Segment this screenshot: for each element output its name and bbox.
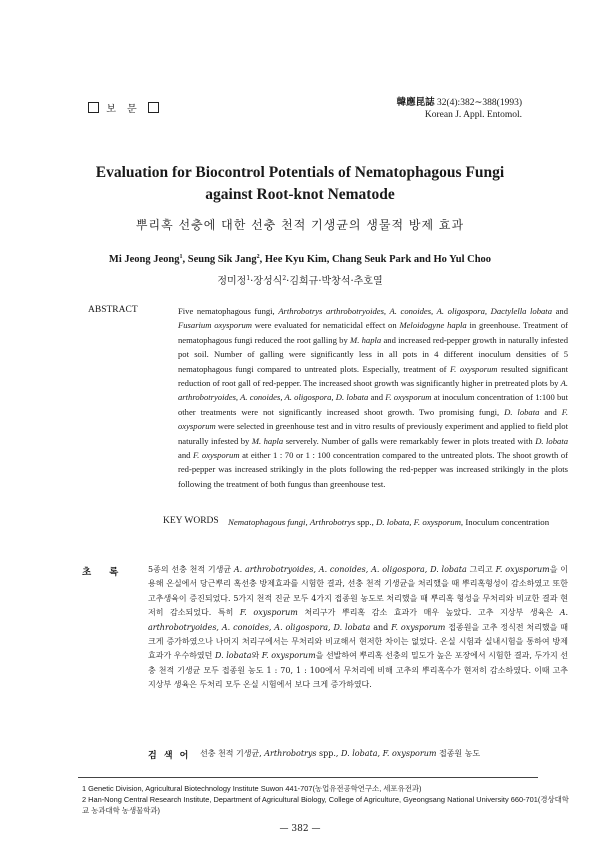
section-label-text: 보 문 (106, 104, 141, 115)
abstract-text: at either 1 : 70 or 1 : 100 concentration compared to the untreated plots. The shoot growth of red-pepper was increased strikingly in the plots following the red-pepper was increased strikingly in the plots following the treatment of both fungus than greenhouse test. (178, 450, 568, 489)
author-ko-1: 정미정 (217, 276, 247, 287)
abstract-text: and (552, 306, 569, 316)
author-list-korean (60, 272, 540, 287)
keywords-list (228, 516, 568, 530)
keyword: Nematophagous fungi (228, 517, 306, 527)
abstract-body (178, 304, 568, 491)
abstract-text: serverely. Number of galls were remarkably fewer in plots treated with (283, 435, 536, 446)
korean-keyword: spp., (316, 749, 342, 758)
korean-keywords-label: 검 색 어 (148, 751, 191, 761)
keyword-separator: spp., (355, 517, 377, 527)
title-line-1: Evaluation for Biocontrol Potentials of Nematophagous Fungi (95, 164, 505, 181)
keyword: Arthrobotrys (309, 517, 356, 527)
title-line-2: against Root-knot Nematode (205, 186, 395, 203)
author-others: , Hee Kyu Kim, Chang Seuk Park and Ho Yul Choo (259, 254, 492, 265)
citation-volume: 32(4):382∼388(1993) (434, 98, 522, 108)
korean-title: 뿌리혹 선충에 대한 선충 천적 기생균의 생물적 방제 효과 (135, 218, 465, 232)
keyword: , Inoculum concentration (460, 517, 550, 527)
affiliation-mark-1: 1 (179, 254, 183, 260)
journal-citation (397, 97, 522, 121)
species-name: A. arthrobotryoides, A. conoides, A. oligospora, D. lobata (233, 565, 467, 574)
paper-title (60, 162, 540, 206)
species-name: F. oxysporum (495, 565, 550, 574)
species-name: F. oxysporum (239, 608, 298, 618)
affiliation-mark-ko-1: 1 (246, 275, 251, 282)
author-1: Mi Jeong Jeong (108, 254, 180, 265)
species-name: M. hapla (350, 334, 382, 345)
abstract-text: were selected in greenhouse test and in vitro results of previously experiment and applied to field plot naturally infested by (178, 421, 568, 446)
korean-text: 을 선발하여 뿌리혹 선충의 밀도가 높은 포장에서 시험한 결과, 두가지 선충 천적 기생균 모두 접종원 농도 1 : 70, 1 : 100에서 무처리에 비해 고추의 뿌리혹수가 현저히 감소하였다. 이때 고추 지상부 생육은 두처리 모두 온실 시험에서 보다 크게 증가하였다. (148, 651, 568, 690)
abstract-text: and (368, 392, 386, 403)
journal-name-en: Korean J. Appl. Entomol. (424, 110, 522, 120)
page-number: — 382 — (279, 824, 321, 834)
korean-text: 그리고 (466, 565, 496, 574)
species-name: F. oxysporum (385, 392, 432, 403)
species-name: Arthrobotrys arthrobotryoides, A. conoides, A. oligospora, Dactylella lobata (278, 306, 552, 316)
korean-keyword: 선충 천적 기생균, (200, 749, 265, 758)
abstract-text: resulted significant reduction of root gall of red-pepper. The increased shoot growth was significantly higher in pretreated plots by (178, 363, 569, 389)
korean-text: 와 (251, 651, 262, 661)
korean-abstract-body (148, 563, 568, 693)
species-name: F. oxysporum (192, 450, 240, 461)
footnote-1: 1 Genetic Division, Agricultural Biotechnology Institute Suwon 441-707(농업유전공학연구소, 세포유전과) (82, 784, 422, 793)
abstract-text: at inoculum concentration of 1:100 but other treatments were not significantly increased shoot growth. Two promising fungi, (178, 392, 568, 417)
korean-keyword: 접종원 농도 (436, 749, 481, 758)
korean-abstract-label: 초록 (82, 567, 137, 578)
species-name: M. hapla (251, 435, 284, 446)
korean-keywords-list (200, 748, 570, 759)
journal-name: 韓應昆誌 (396, 98, 435, 108)
abstract-text: in greenhouse. Treatment of nematophagous fungi reduced the root galling by (178, 320, 568, 345)
keyword-separator: , (305, 517, 310, 527)
author-ko-2: ·장성식 (250, 276, 283, 287)
keywords-label: KEY WORDS (163, 516, 219, 526)
species-name: F. oxysporum (391, 622, 446, 632)
abstract-text: Five nematophagous fungi, (178, 306, 279, 316)
abstract-label: ABSTRACT (88, 305, 138, 315)
korean-text: 접종원을 고추 정식전 처리했을 때 크게 증가하였으나 나머지 처리구에서는 무처리와 비교해서 현저한 차이는 없었다. 온실 시험과 실내시험을 통하여 방제 효과가 우수하였던 (148, 622, 569, 661)
species-name: D. lobata (214, 651, 252, 661)
affiliation-mark-ko-2: 2 (282, 275, 287, 282)
korean-text: 처리구가 뿌리혹 감소 효과가 매우 높았다. 고추 지상부 생육은 (297, 608, 560, 618)
korean-keyword: D. lobata, F. oxysporum (341, 749, 437, 758)
footnotes (82, 783, 570, 816)
species-name: A. arthrobotryoides, A. conoides, A. oligospora, D. lobata (178, 378, 568, 403)
abstract-text: and (178, 450, 193, 461)
korean-text: 5종의 선충 천적 기생균 (148, 565, 234, 574)
species-name: F. oxysporum (450, 363, 498, 374)
species-name: F. oxysporum (178, 406, 568, 432)
abstract-text: and (539, 406, 562, 417)
author-2: , Seung Sik Jang (182, 254, 257, 265)
abstract-text: were evaluated for nematicidal effect on (251, 320, 400, 331)
species-name: D. lobata (535, 435, 568, 446)
footnote-2: 2 Han-Nong Central Research Institute, Department of Agricultural Biology, College of Agriculture, Gyeongsang National University 660-701(경상대학교 농과대학 농생물학과) (82, 795, 569, 815)
species-name: Fusarium oxysporum (178, 320, 252, 331)
author-list (40, 254, 560, 265)
abstract-text: and increased red-pepper growth in naturally infested pot soil. Number of galling were significantly less in all pots in 4 different inoculum densities of 5 nematophagous fungi compared to untreated plots. Especially, treatment of (178, 334, 569, 374)
species-name: A. arthrobotryoides, A. conoides, A. oligospora, D. lobata (148, 608, 569, 632)
species-name: D. lobata (504, 406, 540, 417)
author-ko-others: ·김희규·박창석·추호열 (286, 276, 383, 287)
species-name: Meloidogyne hapla (399, 320, 467, 331)
species-name: F. oxysporum (261, 651, 316, 661)
korean-text: and (370, 622, 392, 632)
korean-keyword: Arthrobotrys (264, 749, 317, 758)
keyword: D. lobata, F. oxysporum (376, 517, 461, 527)
affiliation-mark-2: 2 (256, 254, 260, 260)
section-label (88, 100, 159, 115)
footnote-divider (78, 777, 538, 778)
korean-text: 을 이용해 온실에서 당근뿌리 혹선충 방제효과를 시험한 결과, 선충 천적 기생균을 처리했을 때 뿌리혹형성이 감소하였고 또한 고추생육이 증진되었다. 5가지 천적 진균 모두 4가지 접종원 농도로 처리했을 때 뿌리혹 형성을 무처리와 비교한 결과 현저히 감소되었다. 특히 (148, 565, 568, 618)
bracket-box-right (148, 102, 159, 113)
bracket-box-left (88, 102, 99, 113)
